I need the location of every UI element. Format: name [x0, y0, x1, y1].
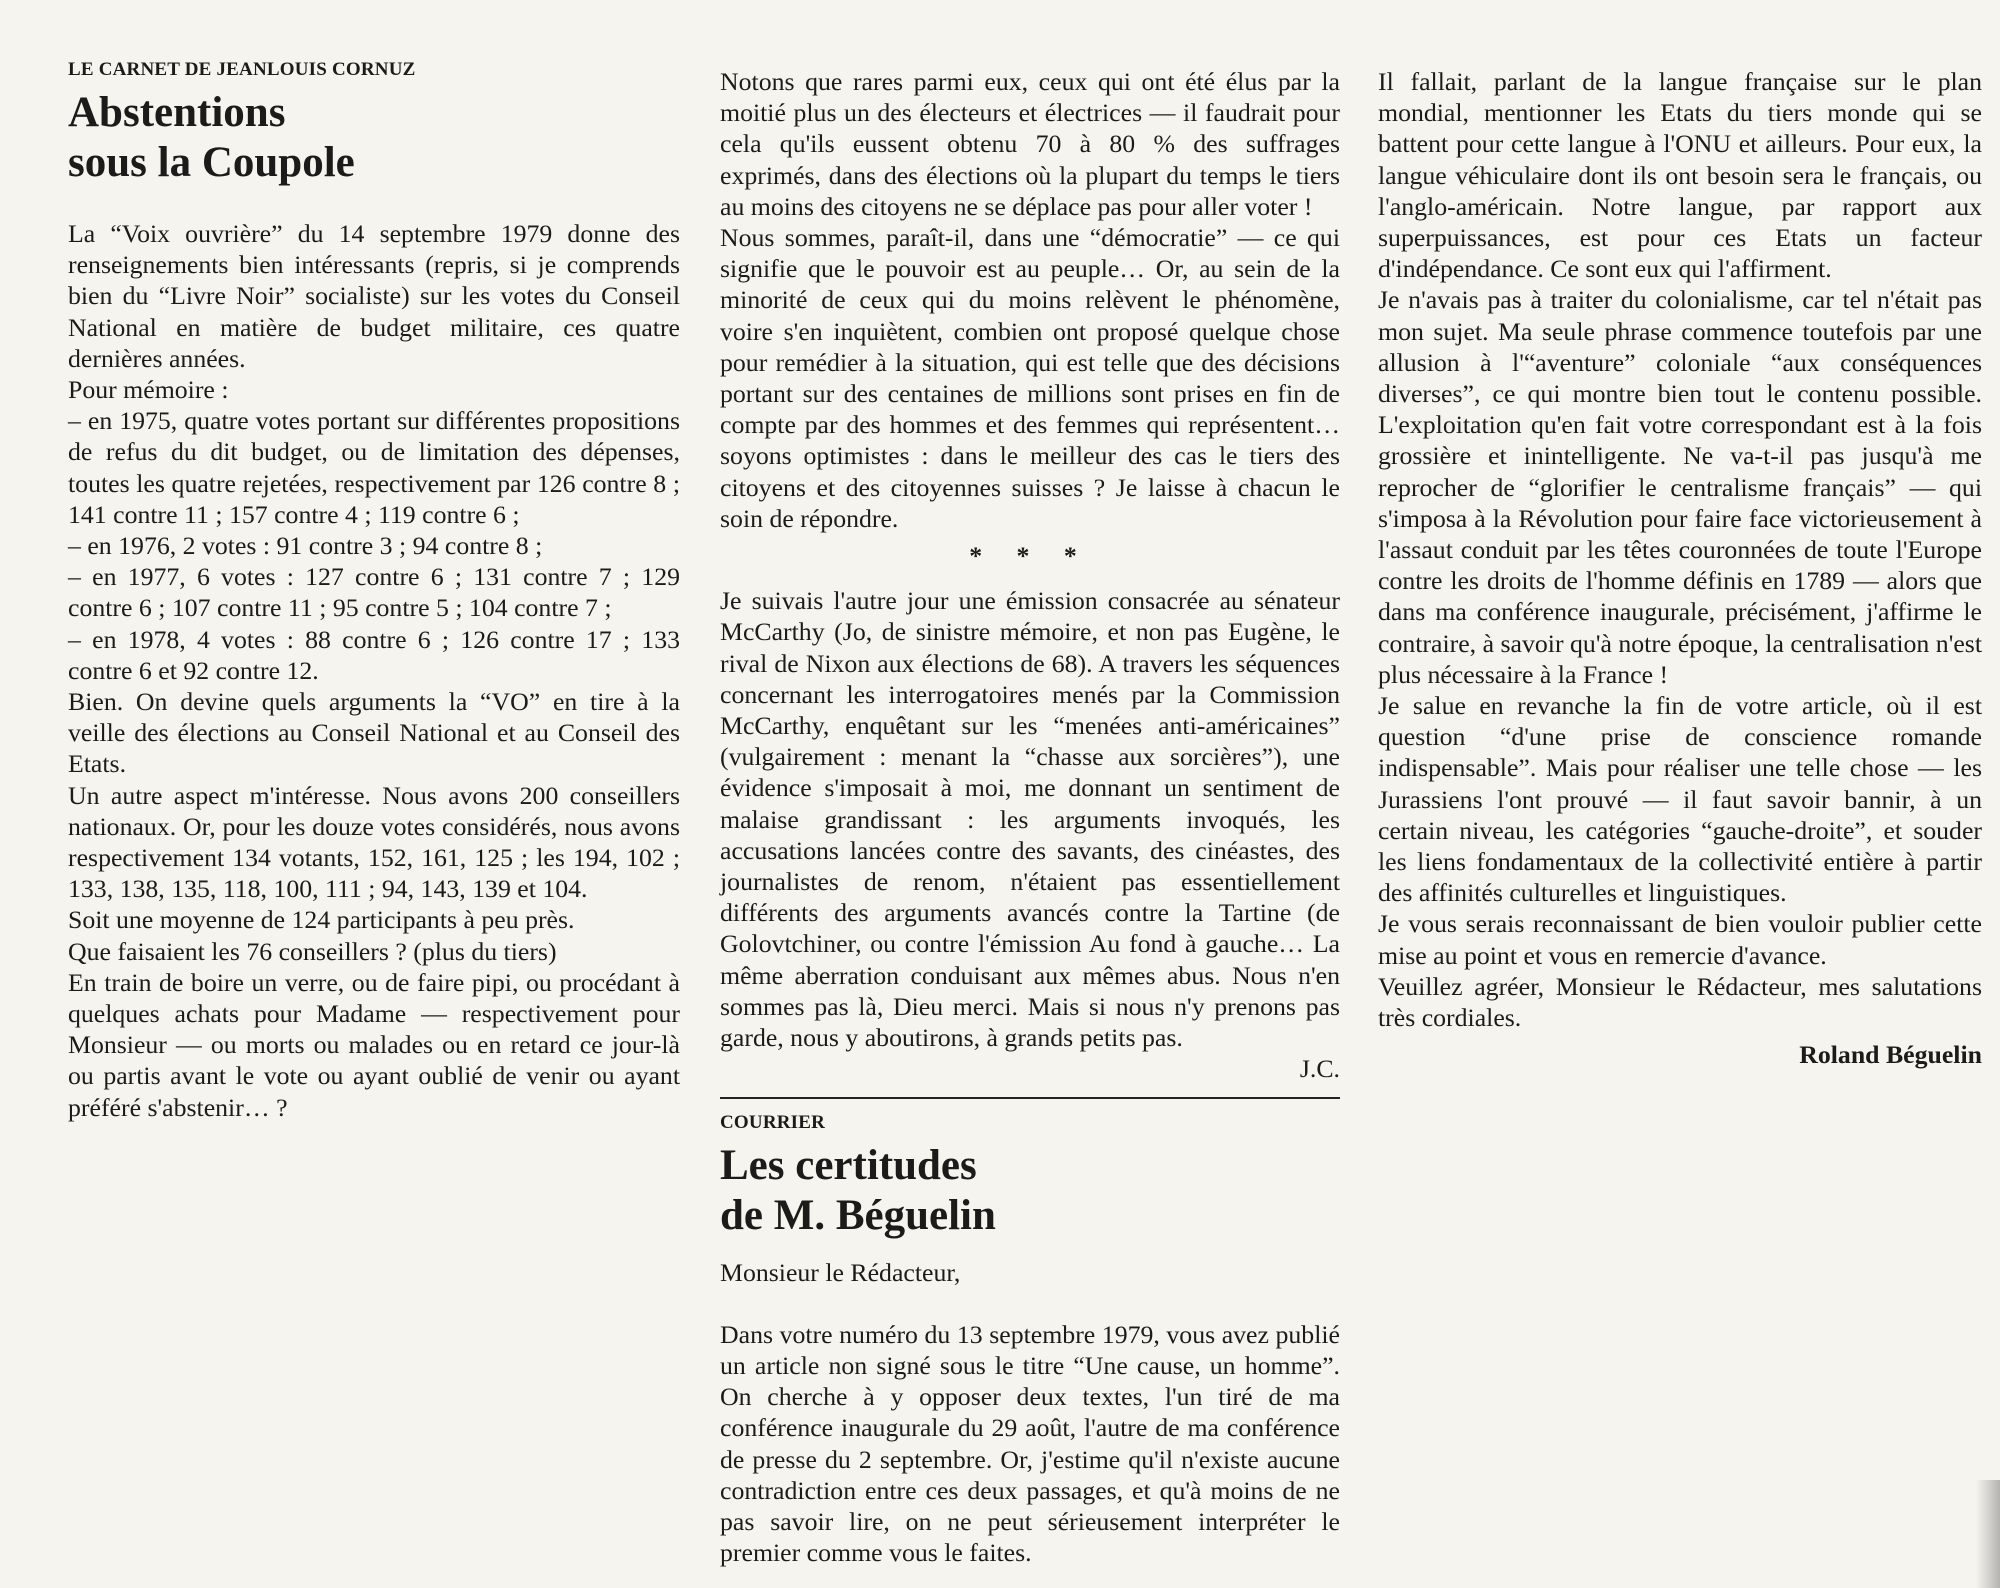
divider-rule [720, 1097, 1340, 1099]
title-line-2: de M. Béguelin [720, 1191, 996, 1239]
paragraph: Que faisaient les 76 conseillers ? (plus du tiers) [68, 936, 557, 966]
paragraph: Je suivais l'autre jour une émission consacrée au sénateur McCarthy (Jo, de sinistre mémoire, et non pas Eugène, le rival de Nixon aux élections de 68). A travers les séquences concernant les interrogatoires menés par la Commission McCarthy, enquêtant sur les “menées anti-américaines” (vulgairement : menant la “chasse aux sorcières”), une évidence s'imposait à moi, me donnant un sentiment de malaise grandissant : les arguments invoqués, les accusations lancées contre des savants, des cinéastes, des journalistes de renom, n'étaient pas essentiellement différents des arguments avancés contre la Tartine (de Golovtchiner, ou contre l'émission Au fond à gauche… La même aberration conduisant aux mêmes abus. Nous n'en sommes pas là, Dieu merci. Mais si nous n'y prenons pas garde, nous y aboutirons, à grands petits pas. [720, 586, 1340, 1053]
signature-jc: J.C. [1299, 1054, 1340, 1084]
paragraph: Veuillez agréer, Monsieur le Rédacteur, mes salutations très cordiales. [1378, 971, 1982, 1033]
article-title-abstentions [68, 88, 680, 188]
rubric-courrier: COURRIER [720, 1111, 826, 1133]
paragraph: Dans votre numéro du 13 septembre 1979, vous avez publié un article non signé sous le titre “Une cause, un homme”. On cherche à y opposer deux textes, l'un tiré de ma conférence inaugurale du 29 août, l'autre de ma conférence de presse du 2 septembre. Or, j'estime qu'il n'existe aucune contradiction entre ces deux passages, et qu'à moins de ne pas savoir lire, on ne peut sérieusement interpréter le premier comme vous le faites. [720, 1319, 1340, 1568]
page-curl-shadow [1976, 1480, 2000, 1588]
paragraph: Je salue en revanche la fin de votre article, où il est question “d'une prise de conscience romande indispensable”. Mais pour réaliser une telle chose — les Jurassiens l'ont prouvé — il faut savoir bannir, à un certain niveau, les catégories “gauche-droite”, et souder les liens fondamentaux de la collectivité entière à partir des affinités culturelles et linguistiques. [1378, 691, 1982, 908]
paragraph: Notons que rares parmi eux, ceux qui ont été élus par la moitié plus un des électeurs et électrices — il faudrait pour cela qu'ils eussent obtenu 70 à 80 % des suffrages exprimés, dans des élections où la plupart du temps le tiers au moins des citoyens ne se déplace pas pour aller voter ! [720, 67, 1340, 221]
paragraph: – en 1977, 6 votes : 127 contre 6 ; 131 contre 7 ; 129 contre 6 ; 107 contre 11 ; 95 contre 5 ; 104 contre 7 ; [68, 562, 680, 623]
rubric-carnet: LE CARNET DE JEANLOUIS CORNUZ [68, 59, 416, 80]
section-separator: * * * [969, 541, 1091, 571]
article-title-certitudes [720, 1141, 1340, 1241]
signature-roland-beguelin: Roland Béguelin [1799, 1040, 1982, 1070]
column-1 [68, 58, 680, 1123]
paragraph: Un autre aspect m'intéresse. Nous avons 200 conseillers nationaux. Or, pour les douze votes considérés, nous avons respectivement 134 votants, 152, 161, 125 ; les 194, 102 ; 133, 138, 135, 118, 100, 111 ; 94, 143, 139 et 104. [68, 780, 680, 904]
paragraph: – en 1975, quatre votes portant sur différentes propositions de refus du dit budget, ou de limitation des dépenses, toutes les quatre rejetées, respectivement par 126 contre 8 ; 141 contre 11 ; 157 contre 4 ; 119 contre 6 ; [68, 406, 680, 529]
column-3 [1378, 66, 1982, 1071]
paragraph: Je vous serais reconnaissant de bien vouloir publier cette mise au point et vous en remercie d'avance. [1378, 909, 1982, 970]
paragraph: – en 1978, 4 votes : 88 contre 6 ; 126 contre 17 ; 133 contre 6 et 92 contre 12. [68, 624, 680, 685]
paragraph: Nous sommes, paraît-il, dans une “démocratie” — ce qui signifie que le pouvoir est au peuple… Or, au sein de la minorité de ceux qui du moins relèvent le phénomène, voire s'en inquiètent, combien ont proposé quelque chose pour remédier à la situation, qui est telle que des décisions portant sur des centaines de millions sont prises en fin de compte par des hommes et des femmes qui représentent… soyons optimistes : dans le meilleur des cas le tiers des citoyens et des citoyennes suisses ? Je laisse à chacun le soin de répondre. [720, 223, 1340, 533]
paragraph: – en 1976, 2 votes : 91 contre 3 ; 94 contre 8 ; [68, 531, 543, 561]
paragraph: Il fallait, parlant de la langue française sur le plan mondial, mentionner les Etats du tiers monde qui se battent pour cette langue à l'ONU et ailleurs. Pour eux, la langue véhiculaire dont ils ont besoin sera le français, ou l'anglo-américain. Notre langue, par rapport aux superpuissances, est pour ces Etats un facteur d'indépendance. Ce sont eux qui l'affirment. [1378, 67, 1982, 284]
paragraph: Bien. On devine quels arguments la “VO” en tire à la veille des élections au Conseil National et au Conseil des Etats. [68, 687, 680, 779]
paragraph: Soit une moyenne de 124 participants à peu près. [68, 905, 575, 935]
paragraph: En train de boire un verre, ou de faire pipi, ou procédant à quelques achats pour Madame — respectivement pour Monsieur — ou morts ou malades ou en retard ce jour-là ou partis avant le vote ou ayant oublié de venir ou ayant préféré s'abstenir… ? [68, 967, 680, 1122]
paragraph: La “Voix ouvrière” du 14 septembre 1979 donne des renseignements bien intéressants (repris, si je comprends bien du “Livre Noir” socialiste) sur les votes du Conseil National en matière de budget militaire, ces quatre dernières années. [68, 219, 680, 373]
title-line-1: Les certitudes [720, 1141, 977, 1189]
title-line-2: sous la Coupole [68, 139, 355, 186]
title-line-1: Abstentions [68, 89, 286, 136]
salutation: Monsieur le Rédacteur, [720, 1257, 961, 1287]
paragraph: Je n'avais pas à traiter du colonialisme, car tel n'était pas mon sujet. Ma seule phrase commence toutefois par une allusion à l'“aventure” coloniale “aux conséquences diverses”, ce qui montre bien tout le contenu possible. L'exploitation qu'en fait votre correspondant est à la fois grossière et inintelligente. Ne va-t-il pas jusqu'à me reprocher de “glorifier le centralisme français” — qui s'imposa à la Révolution pour faire face victorieusement à l'assaut conduit par les têtes couronnées de toute l'Europe contre les droits de l'homme définis en 1789 — alors que dans ma conférence inaugurale, précisément, j'affirme le contraire, à savoir qu'à notre époque, la centralisation n'est plus nécessaire à la France ! [1378, 285, 1982, 689]
column-2 [720, 66, 1340, 1568]
paragraph: Pour mémoire : [68, 375, 229, 405]
